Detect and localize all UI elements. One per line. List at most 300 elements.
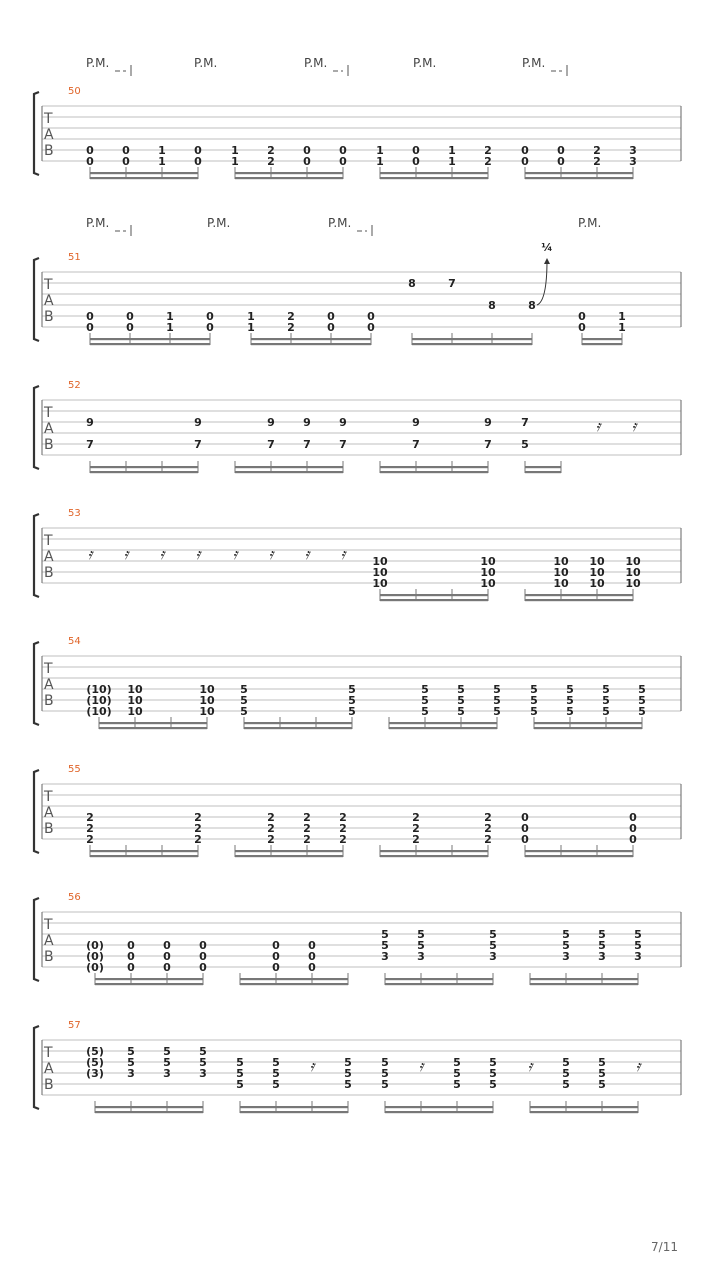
fret-number: 5 (566, 705, 574, 718)
fret-number: 1 (376, 155, 384, 168)
fret-number: 5 (344, 1078, 352, 1091)
fret-number: 10 (199, 705, 215, 718)
fret-number: 3 (629, 155, 637, 168)
beam (99, 727, 207, 729)
palm-mute-label: P.M. (207, 216, 231, 230)
fret-number: 0 (629, 822, 637, 835)
beam (380, 172, 488, 174)
page-number: 7/11 (651, 1240, 678, 1254)
measure-number: 57 (68, 1020, 81, 1031)
fret-number: 5 (602, 683, 610, 696)
fret-number: 5 (457, 683, 465, 696)
palm-mute-label: P.M. (86, 216, 110, 230)
fret-number: 10 (372, 566, 388, 579)
sixteenth-rest: 𝄿 (635, 1057, 641, 1075)
fret-number: 10 (625, 555, 641, 568)
measure-number: 55 (68, 764, 81, 775)
tab-letter-t: T (44, 917, 53, 933)
fret-number: 10 (589, 566, 605, 579)
bend-arrowhead (544, 258, 550, 264)
fret-number: 1 (247, 321, 255, 334)
fret-number: 2 (484, 833, 492, 846)
tab-letter-b: B (44, 143, 54, 159)
system-52 (34, 380, 681, 473)
system-brace (34, 92, 39, 175)
beam (582, 343, 622, 345)
fret-number: 5 (236, 1067, 244, 1080)
beam (525, 466, 561, 468)
fret-number: 0 (127, 961, 135, 974)
beam (534, 722, 642, 724)
system-57 (34, 1020, 681, 1113)
beam (235, 177, 343, 179)
fret-number: 0 (521, 822, 529, 835)
fret-number: 5 (566, 694, 574, 707)
tab-letter-a: A (44, 677, 54, 693)
fret-number: 5 (566, 683, 574, 696)
fret-number: 2 (303, 822, 311, 835)
fret-number: 0 (272, 939, 280, 952)
fret-number: 7 (194, 438, 202, 451)
fret-number: 7 (267, 438, 275, 451)
beam (235, 850, 343, 852)
beam (385, 1106, 493, 1108)
fret-number: 5 (348, 705, 356, 718)
fret-number: 2 (339, 833, 347, 846)
fret-number: 9 (484, 416, 492, 429)
fret-number: 5 (421, 705, 429, 718)
beam (380, 855, 488, 857)
system-56 (34, 892, 681, 985)
beam (530, 978, 638, 980)
measure-number: 52 (68, 380, 81, 391)
fret-number: 5 (199, 1045, 207, 1058)
beam (534, 727, 642, 729)
fret-number: 5 (417, 928, 425, 941)
fret-number: 7 (303, 438, 311, 451)
fret-number: 5 (344, 1056, 352, 1069)
fret-number: 3 (163, 1067, 171, 1080)
measure-number: 56 (68, 892, 81, 903)
fret-number: 2 (484, 822, 492, 835)
fret-number: (5) (86, 1056, 104, 1069)
system-brace (34, 898, 39, 981)
beam (380, 471, 488, 473)
fret-number: 2 (267, 811, 275, 824)
fret-number: 10 (553, 555, 569, 568)
fret-number: 9 (267, 416, 275, 429)
fret-number: 3 (562, 950, 570, 963)
beam (380, 594, 488, 596)
system-brace (34, 642, 39, 725)
beam (251, 343, 371, 345)
fret-number: 0 (163, 939, 171, 952)
beam (95, 1106, 203, 1108)
fret-number: 10 (480, 577, 496, 590)
beam (240, 983, 348, 985)
fret-number: 0 (557, 144, 565, 157)
fret-number: 0 (199, 961, 207, 974)
fret-number: 2 (287, 321, 295, 334)
beam (244, 727, 352, 729)
fret-number: 5 (598, 1078, 606, 1091)
fret-number: 7 (448, 277, 456, 290)
system-brace (34, 258, 39, 341)
fret-number: 0 (127, 950, 135, 963)
fret-number: 5 (530, 705, 538, 718)
beam (90, 850, 198, 852)
fret-number: (3) (86, 1067, 104, 1080)
palm-mute-label: P.M. (304, 56, 328, 70)
tab-letter-b: B (44, 1077, 54, 1093)
fret-number: 9 (303, 416, 311, 429)
fret-number: 5 (163, 1056, 171, 1069)
fret-number: 5 (457, 705, 465, 718)
fret-number: 9 (339, 416, 347, 429)
tab-letter-t: T (44, 661, 53, 677)
fret-number: 9 (194, 416, 202, 429)
fret-number: (10) (86, 694, 112, 707)
fret-number: 10 (127, 694, 143, 707)
fret-number: 2 (412, 833, 420, 846)
fret-number: 2 (267, 155, 275, 168)
fret-number: (0) (86, 939, 104, 952)
fret-number: 2 (339, 811, 347, 824)
fret-number: 5 (562, 939, 570, 952)
fret-number: 0 (86, 144, 94, 157)
fret-number: 0 (308, 939, 316, 952)
tab-letter-t: T (44, 111, 53, 127)
fret-number: 5 (272, 1056, 280, 1069)
beam (95, 978, 203, 980)
system-54 (34, 636, 681, 729)
beam (389, 722, 497, 724)
fret-number: 0 (629, 811, 637, 824)
fret-number: 5 (240, 705, 248, 718)
fret-number: 5 (381, 939, 389, 952)
fret-number: 5 (421, 694, 429, 707)
fret-number: 5 (453, 1056, 461, 1069)
fret-number: 10 (589, 555, 605, 568)
beam (525, 599, 633, 601)
fret-number: 1 (618, 310, 626, 323)
bend-amount: ¼ (541, 241, 553, 254)
beam (90, 855, 198, 857)
beam (90, 343, 210, 345)
fret-number: 2 (86, 811, 94, 824)
sixteenth-rest: 𝄿 (159, 545, 165, 563)
fret-number: 0 (126, 310, 134, 323)
fret-number: 5 (381, 1056, 389, 1069)
fret-number: 0 (86, 321, 94, 334)
fret-number: 2 (484, 144, 492, 157)
palm-mute-label: P.M. (86, 56, 110, 70)
fret-number: 0 (521, 833, 529, 846)
fret-number: 2 (484, 811, 492, 824)
fret-number: (0) (86, 961, 104, 974)
fret-number: 10 (553, 566, 569, 579)
fret-number: 2 (194, 811, 202, 824)
fret-number: 10 (625, 577, 641, 590)
beam (235, 172, 343, 174)
fret-number: (0) (86, 950, 104, 963)
tab-letter-b: B (44, 437, 54, 453)
fret-number: 5 (457, 694, 465, 707)
fret-number: 3 (489, 950, 497, 963)
fret-number: 0 (327, 321, 335, 334)
fret-number: 1 (247, 310, 255, 323)
fret-number: 10 (372, 555, 388, 568)
system-brace (34, 770, 39, 853)
fret-number: 8 (528, 299, 536, 312)
beam (235, 466, 343, 468)
fret-number: 5 (381, 1078, 389, 1091)
fret-number: 1 (158, 144, 166, 157)
fret-number: 0 (367, 310, 375, 323)
beam (99, 722, 207, 724)
fret-number: 2 (303, 833, 311, 846)
fret-number: 1 (448, 155, 456, 168)
fret-number: 5 (381, 928, 389, 941)
fret-number: 2 (267, 822, 275, 835)
tab-letter-a: A (44, 549, 54, 565)
fret-number: 10 (199, 694, 215, 707)
beam (385, 1111, 493, 1113)
fret-number: 2 (339, 822, 347, 835)
sixteenth-rest: 𝄿 (309, 1057, 315, 1075)
sixteenth-rest: 𝄿 (418, 1057, 424, 1075)
fret-number: (10) (86, 705, 112, 718)
tab-letter-t: T (44, 1045, 53, 1061)
beam (235, 471, 343, 473)
fret-number: 0 (199, 939, 207, 952)
tab-letter-a: A (44, 933, 54, 949)
beam (412, 343, 532, 345)
fret-number: 7 (521, 416, 529, 429)
fret-number: 0 (629, 833, 637, 846)
palm-mute-label: P.M. (578, 216, 602, 230)
sixteenth-rest: 𝄿 (195, 545, 201, 563)
fret-number: 1 (376, 144, 384, 157)
fret-number: 2 (86, 833, 94, 846)
fret-number: 5 (348, 683, 356, 696)
fret-number: 2 (593, 144, 601, 157)
sixteenth-rest: 𝄿 (87, 545, 93, 563)
fret-number: 1 (158, 155, 166, 168)
fret-number: 0 (163, 961, 171, 974)
tab-letter-b: B (44, 693, 54, 709)
sixteenth-rest: 𝄿 (595, 417, 601, 435)
fret-number: 2 (194, 833, 202, 846)
fret-number: 5 (272, 1067, 280, 1080)
tab-letter-b: B (44, 565, 54, 581)
fret-number: 5 (602, 705, 610, 718)
fret-number: 5 (199, 1056, 207, 1069)
fret-number: 5 (417, 939, 425, 952)
fret-number: 0 (412, 144, 420, 157)
fret-number: 0 (303, 144, 311, 157)
beam (90, 471, 198, 473)
system-50 (34, 56, 681, 179)
fret-number: 0 (272, 950, 280, 963)
beam (251, 338, 371, 340)
fret-number: 0 (272, 961, 280, 974)
fret-number: 0 (521, 811, 529, 824)
fret-number: 0 (521, 144, 529, 157)
fret-number: 1 (618, 321, 626, 334)
fret-number: 9 (412, 416, 420, 429)
fret-number: 2 (593, 155, 601, 168)
fret-number: 0 (126, 321, 134, 334)
fret-number: 5 (489, 1067, 497, 1080)
beam (530, 1106, 638, 1108)
fret-number: 5 (562, 1067, 570, 1080)
fret-number: 1 (166, 321, 174, 334)
fret-number: 5 (489, 1078, 497, 1091)
fret-number: 0 (194, 144, 202, 157)
system-brace (34, 386, 39, 469)
fret-number: 5 (638, 694, 646, 707)
beam (90, 338, 210, 340)
fret-number: 5 (530, 694, 538, 707)
fret-number: 5 (562, 1078, 570, 1091)
beam (240, 1111, 348, 1113)
fret-number: 5 (602, 694, 610, 707)
fret-number: 8 (408, 277, 416, 290)
fret-number: 5 (598, 1067, 606, 1080)
fret-number: 5 (240, 683, 248, 696)
fret-number: 5 (236, 1056, 244, 1069)
fret-number: 0 (303, 155, 311, 168)
fret-number: 0 (199, 950, 207, 963)
beam (525, 471, 561, 473)
fret-number: 5 (127, 1056, 135, 1069)
tab-letter-a: A (44, 421, 54, 437)
fret-number: 2 (267, 144, 275, 157)
fret-number: 5 (598, 939, 606, 952)
fret-number: (10) (86, 683, 112, 696)
fret-number: 1 (231, 144, 239, 157)
fret-number: 5 (638, 705, 646, 718)
beam (412, 338, 532, 340)
beam (582, 338, 622, 340)
fret-number: 5 (489, 1056, 497, 1069)
fret-number: 1 (166, 310, 174, 323)
fret-number: 5 (530, 683, 538, 696)
beam (90, 177, 198, 179)
fret-number: 10 (372, 577, 388, 590)
system-51 (34, 216, 681, 345)
tab-letter-b: B (44, 821, 54, 837)
fret-number: 2 (86, 822, 94, 835)
beam (385, 978, 493, 980)
sixteenth-rest: 𝄿 (304, 545, 310, 563)
fret-number: 5 (634, 928, 642, 941)
fret-number: 2 (484, 155, 492, 168)
fret-number: 3 (417, 950, 425, 963)
fret-number: 0 (86, 310, 94, 323)
beam (244, 722, 352, 724)
palm-mute-label: P.M. (328, 216, 352, 230)
fret-number: 0 (163, 950, 171, 963)
fret-number: 5 (236, 1078, 244, 1091)
measure-number: 50 (68, 86, 81, 97)
fret-number: 0 (521, 155, 529, 168)
sixteenth-rest: 𝄿 (268, 545, 274, 563)
beam (380, 599, 488, 601)
system-brace (34, 1026, 39, 1109)
fret-number: 5 (453, 1067, 461, 1080)
tab-letter-b: B (44, 309, 54, 325)
palm-mute-label: P.M. (522, 56, 546, 70)
system-brace (34, 514, 39, 597)
fret-number: 5 (634, 939, 642, 952)
fret-number: 10 (127, 705, 143, 718)
fret-number: 5 (562, 1056, 570, 1069)
fret-number: 0 (557, 155, 565, 168)
fret-number: 3 (381, 950, 389, 963)
beam (90, 172, 198, 174)
beam (525, 172, 633, 174)
fret-number: 10 (199, 683, 215, 696)
fret-number: 2 (267, 833, 275, 846)
fret-number: 5 (493, 683, 501, 696)
fret-number: 3 (598, 950, 606, 963)
beam (235, 855, 343, 857)
fret-number: 5 (421, 683, 429, 696)
fret-number: 7 (484, 438, 492, 451)
tab-letter-t: T (44, 405, 53, 421)
fret-number: 0 (308, 950, 316, 963)
fret-number: 9 (86, 416, 94, 429)
fret-number: 0 (339, 144, 347, 157)
fret-number: 10 (480, 555, 496, 568)
fret-number: 5 (598, 928, 606, 941)
beam (389, 727, 497, 729)
fret-number: 2 (412, 811, 420, 824)
tab-letter-b: B (44, 949, 54, 965)
fret-number: 0 (127, 939, 135, 952)
beam (240, 978, 348, 980)
fret-number: 5 (163, 1045, 171, 1058)
beam (525, 177, 633, 179)
beam (380, 177, 488, 179)
palm-mute-label: P.M. (194, 56, 218, 70)
fret-number: 2 (287, 310, 295, 323)
fret-number: 2 (303, 811, 311, 824)
fret-number: 0 (367, 321, 375, 334)
fret-number: 10 (625, 566, 641, 579)
tab-letter-t: T (44, 277, 53, 293)
fret-number: 0 (412, 155, 420, 168)
fret-number: 5 (453, 1078, 461, 1091)
fret-number: 0 (86, 155, 94, 168)
measure-number: 51 (68, 252, 81, 263)
fret-number: 0 (578, 321, 586, 334)
fret-number: 5 (493, 694, 501, 707)
fret-number: 1 (448, 144, 456, 157)
fret-number: 10 (553, 577, 569, 590)
fret-number: 2 (412, 822, 420, 835)
fret-number: 0 (308, 961, 316, 974)
beam (95, 1111, 203, 1113)
tab-letter-t: T (44, 533, 53, 549)
fret-number: (5) (86, 1045, 104, 1058)
fret-number: 10 (589, 577, 605, 590)
tab-letter-a: A (44, 1061, 54, 1077)
bend-curve (537, 260, 547, 305)
fret-number: 0 (122, 155, 130, 168)
